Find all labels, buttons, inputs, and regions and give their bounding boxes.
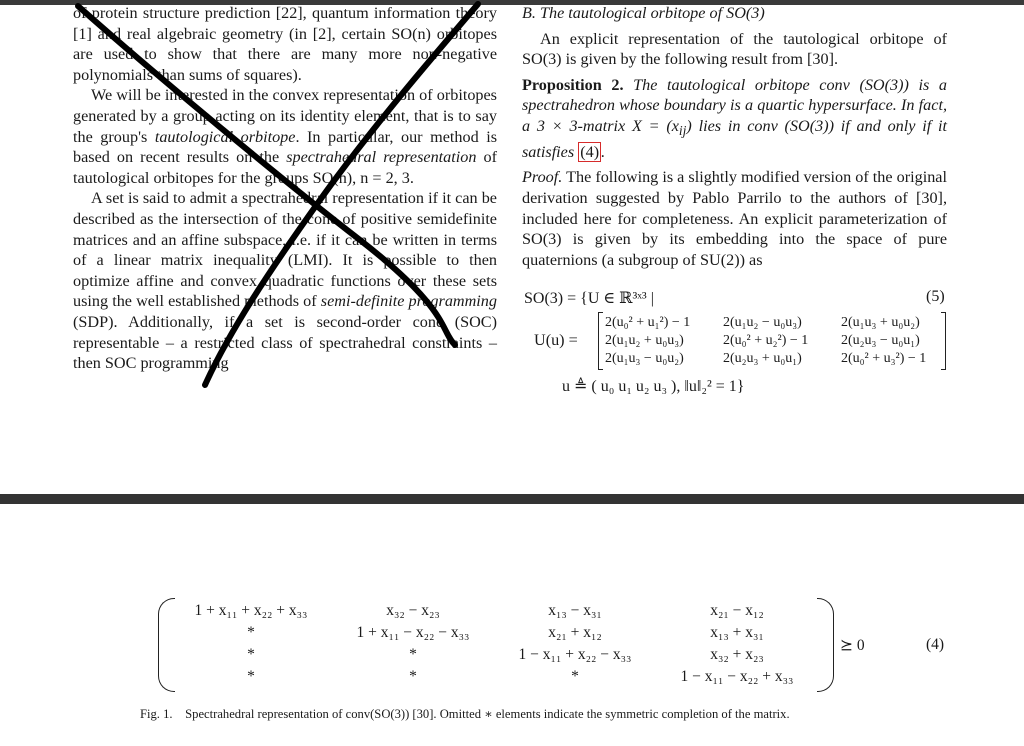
proposition [522,75,947,163]
eq5-line-1: SO(3) = {U ∈ ℝ³ˣ³ | [524,290,654,307]
para2-emphasis-2: spectrahedral representation [286,148,477,167]
right-text-column [522,3,947,270]
matrix-cell: 2(u₂u₃ + u₀u₁) [723,351,802,366]
figure-caption [140,706,790,722]
matrix-cell: x₂₁ + x₁₂ [548,624,602,641]
matrix-cell: 1 + x₁₁ + x₂₂ + x₃₃ [194,602,308,619]
section-intro: An explicit representation of the tautological orbitope of SO(3) is given by the following result from [30]. [522,29,947,69]
para2-text-c: of tautological orbitopes for the groups SO(n), n = 2, 3. [73,148,497,187]
left-para-2 [73,85,497,188]
psd-relation: ⪰ 0 [840,637,865,654]
proposition-subscript: ij [678,123,687,139]
matrix-cell: * [409,646,417,663]
eq5-number: (5) [926,288,945,305]
caption-label: Fig. 1. [140,707,173,721]
matrix-cell: x₁₃ − x₃₁ [548,602,602,619]
matrix-cell: 2(u₂u₃ − u₀u₁) [841,333,920,348]
matrix-cell: 1 − x₁₁ − x₂₂ + x₃₃ [680,668,794,685]
proof [522,167,947,270]
matrix-cell: 2(u₀² + u₃²) − 1 [841,351,927,366]
para2-text-b: . In particular, our method is based on recent results on the [73,127,497,167]
matrix-cell: 1 + x₁₁ − x₂₂ − x₃₃ [356,624,470,641]
matrix-cell: 2(u₁u₃ − u₀u₂) [605,351,684,366]
right-paren [817,598,834,692]
proof-text: The following is a slightly modified version of the original derivation suggested by Pablo Parrilo to the authors of [30], included here for completeness. An explicit parameterization of SO(3) is given by its embedding into the space of pure quaternions (a subgroup of SU(2)) as [522,168,947,269]
page-break-divider [0,494,1024,504]
proof-label: Proof. [522,168,563,187]
matrix-cell: x₁₃ + x₃₁ [710,624,764,641]
para3-text-a: A set is said to admit a spectrahedral representation if it can be described as the intersection of the cone of positive semidefinite matrices and an affine subspace, i.e. if it can be written in terms of a linear matrix inequality (LMI). It is possible to then optimize affine and convex quadratic functions over these sets using the well established methods of [73,189,497,311]
matrix-cell: 2(u₀² + u₁²) − 1 [605,315,691,330]
proposition-end: . [601,142,606,161]
equation-ref-link[interactable]: (4) [580,142,600,161]
eq5-line-3: u ≜ ( u₀ u₁ u₂ u₃ ), ‖u‖₂² = 1} [562,378,745,395]
matrix-cell: 2(u₁u₃ + u₀u₂) [841,315,920,330]
matrix-cell: 2(u₀² + u₂²) − 1 [723,333,809,348]
left-paren [158,598,175,692]
matrix-cell: 2(u₁u₂ + u₀u₃) [605,333,684,348]
para2-text-a: We will be interested in the convex representation of orbitopes generated by a group acting on its identity element, that is to say the group's [73,86,497,146]
matrix-cell: * [247,668,255,685]
matrix-cell: x₂₁ − x₁₂ [710,602,764,619]
eq4-number: (4) [926,636,945,653]
matrix-cell: * [571,668,579,685]
matrix-cell: * [247,624,255,641]
matrix-cell: * [409,668,417,685]
caption-text: Spectrahedral representation of conv(SO(3)) [30]. Omitted ∗ elements indicate the symmetric completion of the matrix. [185,707,790,721]
matrix-cell: 2(u₁u₂ − u₀u₃) [723,315,802,330]
left-para-1: of protein structure prediction [22], quantum information theory [1] and real algebraic geometry (in [2], certain SO(n) orbitopes are used to show that there are many more non-negative polynomials than sums of squares). [73,4,497,84]
matrix-cell: 1 − x₁₁ + x₂₂ − x₃₃ [518,646,632,663]
eq5-lhs: U(u) = [534,331,578,349]
section-heading: B. The tautological orbitope of SO(3) [522,4,765,22]
rotation-matrix [598,313,946,369]
spectrahedral-matrix [158,598,834,690]
matrix-cell: x₃₂ + x₂₃ [710,646,764,663]
matrix-cell: x₃₂ − x₂₃ [386,602,440,619]
left-para-3 [73,188,497,373]
left-text-column [73,3,497,374]
proposition-label: Proposition 2. [522,75,624,94]
para2-emphasis: tautological orbitope [154,127,296,146]
matrix-cell: * [247,646,255,663]
proposition-text: The tautological orbitope conv (SO(3)) is a spectrahedron whose boundary is a quartic hypersurface. In fact, a 3 × 3-matrix X = (x [522,75,947,135]
para3-text-b: (SDP). Additionally, if a set is second-order cone (SOC) representable – a restricted class of spectrahedral constraints – then SOC programming [73,312,497,373]
para3-emphasis: semi-definite programming [320,292,497,311]
proposition-text-2: ) lies in conv (SO(3)) if and only if it satisfies [522,116,947,161]
